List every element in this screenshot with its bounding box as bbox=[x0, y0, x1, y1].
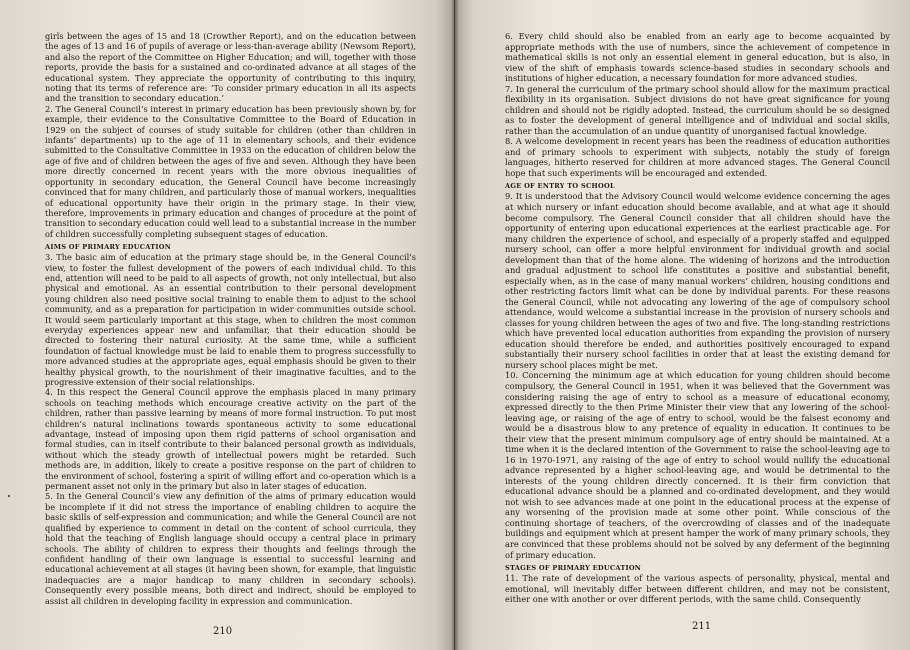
page-number-right: 211 bbox=[692, 621, 712, 632]
section-heading-entry: AGE OF ENTRY TO SCHOOL bbox=[505, 182, 615, 191]
section-heading-stages: STAGES OF PRIMARY EDUCATION bbox=[505, 564, 642, 573]
book-gutter-shadow bbox=[451, 0, 459, 650]
paragraph-6: 6. Every child should also be enabled from an early age to become acquainted by appropriate methods with the use of numbers, since the achievement of competence in mathematical skills is not only an essential element in general education, but is also, in view of the shift of emphasis towards science-based studies in secondary schools and institutions of higher education, a necessary foundation for more advanced studies. bbox=[505, 31, 890, 84]
scan-speck bbox=[8, 495, 10, 497]
left-text-column bbox=[45, 31, 416, 606]
paragraph-9: 9. It is understood that the Advisory Council would welcome evidence concerning the ages at which nursery or infant education should become available, and at what age it should become compulsory. The General Council consider that all children should have the opportunity of entering upon educational experiences at the earliest practicable age. For many children the experience of school, and especially of a properly staffed and equipped nursery school, can offer a more helpful environment for individual growth and social development than that of the home alone. The widening of horizons and the introduction and gradual adjustment to school life constitutes a positive and substantial benefit, especially when, as in the case of many manual workers’ children, housing conditions and other restricting factors limit what can be done by individual parents. For these reasons the General Council, while not advocating any lowering of the age of compulsory school attendance, would welcome a substantial increase in the provision of nursery schools and classes for young children between the ages of two and five. The long-standing restrictions which have prevented local education authorities from expanding the provision of nursery education should therefore be ended, and authorities positively encouraged to expand substantially their nursery school facilities in order that at least the existing demand for nursery school places might be met. bbox=[505, 191, 890, 370]
page-number-left: 210 bbox=[213, 626, 233, 637]
paragraph-4: 4. In this respect the General Council approve the emphasis placed in many primary schools on teaching methods which encourage creative activity on the part of the children, rather than passive learning by means of more formal instruction. To put most children’s natural inclinations towards spontaneous activity to some educational advantage, instead of imposing upon them rigid patterns of school organisation and formal studies, can in itself contribute to their balanced personal growth as individuals, without which the steady growth of intellectual powers might be retarded. Such methods are, in addition, likely to create a positive response on the part of children to the environment of school, fostering a spirit of willing effort and co-operation which is a permanent asset not only in the primary but also in later stages of education. bbox=[45, 387, 416, 492]
left-page bbox=[0, 0, 454, 650]
paragraph-intro-continued: girls between the ages of 15 and 18 (Crowther Report), and on the education between the ages of 13 and 16 of pupils of average or less-than-average ability (Newsom Report), and also the report of the Committee on Higher Education; and will, together with those reports, provide the basis for a sustained and co-ordinated advance at all stages of the educational system. They appreciate the opportunity of contributing to this inquiry, noting that its terms of reference are: ‘To consider primary education in all its aspects and the transition to secondary education.’ bbox=[45, 31, 416, 104]
paragraph-11: 11. The rate of development of the various aspects of personality, physical, mental and emotional, will inevitably differ between different children, and may not be consistent, either one with another or over different periods, with the same child. Consequently bbox=[505, 573, 890, 605]
right-page bbox=[455, 0, 910, 650]
paragraph-5: 5. In the General Council’s view any definition of the aims of primary education would be incomplete if it did not stress the importance of enabling children to acquire the basic skills of self-expression and communication; and while the General Council are not qualified by experience to comment in detail on the content of school curricula, they hold that the teaching of English language should occupy a central place in primary schools. The ability of children to express their thoughts and feelings through the confident handling of their own language is essential to successful learning and educational achievement at all stages (it having been shown, for example, that linguistic inadequacies are a major handicap to many children in secondary schools). Consequently every possible means, both direct and indirect, should be employed to assist all children in developing facility in expression and communication. bbox=[45, 491, 416, 606]
paragraph-10: 10. Concerning the minimum age at which education for young children should become compulsory, the General Council in 1951, when it was believed that the Government was considering raising the age of entry to school as a measure of educational economy, expressed directly to the then Prime Minister their view that any lowering of the school-leaving age, or raising of the age of entry to school, would be the falsest economy and would be a disastrous blow to any pretence of equality in education. It continues to be their view that the present minimum compulsory age of entry should be maintained. At a time when it is the declared intention of the Government to raise the school-leaving age to 16 in 1970-1971, any raising of the age of entry to school would nullify the educational advance represented by a higher school-leaving age, and would be detrimental to the interests of the young children directly concerned. It is their firm conviction that educational advance should be a planned and co-ordinated development, and they would not wish to see advances made at one point in the educational process at the expense of any worsening of the provision made at some other point. While conscious of the continuing shortage of teachers, of the overcrowding of classes and of the inadequate buildings and equipment which at present hamper the work of many primary schools, they are convinced that these problems should not be solved by any deferment of the beginning of primary education. bbox=[505, 370, 890, 560]
right-text-column bbox=[505, 31, 890, 605]
paragraph-2: 2. The General Council’s interest in primary education has been previously shown by, for example, their evidence to the Consultative Committee to the Board of Education in 1929 on the subject of courses of study suitable for children (other than children in infants’ departments) up to the age of 11 in elementary schools, and their evidence submitted to the Consultative Committee in 1933 on the education of children below the age of five and of children between the ages of five and seven. Although they have been more directly concerned in recent years with the more obvious inequalities of opportunity in secondary education, the General Council have become increasingly convinced that for many children, and particularly those of manual workers, inequalities of educational opportunity have their origin in the primary stage. In their view, therefore, improvements in primary education and changes of procedure at the point of transition to secondary education could well lead to a substantial increase in the number of children successfully completing subsequent stages of education. bbox=[45, 103, 416, 239]
paragraph-8: 8. A welcome development in recent years has been the readiness of education authorities and of primary schools to experiment with subjects, notably the study of foreign languages, hitherto reserved for children at more advanced stages. The General Council hope that such experiments will be encouraged and extended. bbox=[505, 136, 890, 178]
paragraph-3: 3. The basic aim of education at the primary stage should be, in the General Council’s view, to foster the fullest development of the powers of each individual child. To this end, attention will need to be paid to all aspects of growth, not only intellectual, but also physical and emotional. As an essential contribution to their personal development young children also need positive social training to enable them to adjust to the school community, and as a preparation for participation in wider communities outside school. It would seem particularly important at this stage, when to children the most common everyday experiences appear new and unfamiliar, that their education should be directed to fostering their natural curiosity. At the same time, while a sufficient foundation of factual knowledge must be laid to enable them to progress successfully to more advanced studies at the appropriate ages, equal emphasis should be given to their healthy physical growth, to the nourishment of their imaginative faculties, and to the progressive extension of their social relationships. bbox=[45, 252, 416, 387]
paragraph-7: 7. In general the curriculum of the primary school should allow for the maximum practical flexibility in its organisation. Subject divisions do not have great significance for young children and should not be rigidly adopted. Instead, the curriculum should be so designed as to foster the development of general intelligence and of individual and social skills, rather than the accumulation of an undue quantity of unorganised factual knowledge. bbox=[505, 83, 890, 136]
section-heading-aims: AIMS OF PRIMARY EDUCATION bbox=[45, 243, 172, 252]
